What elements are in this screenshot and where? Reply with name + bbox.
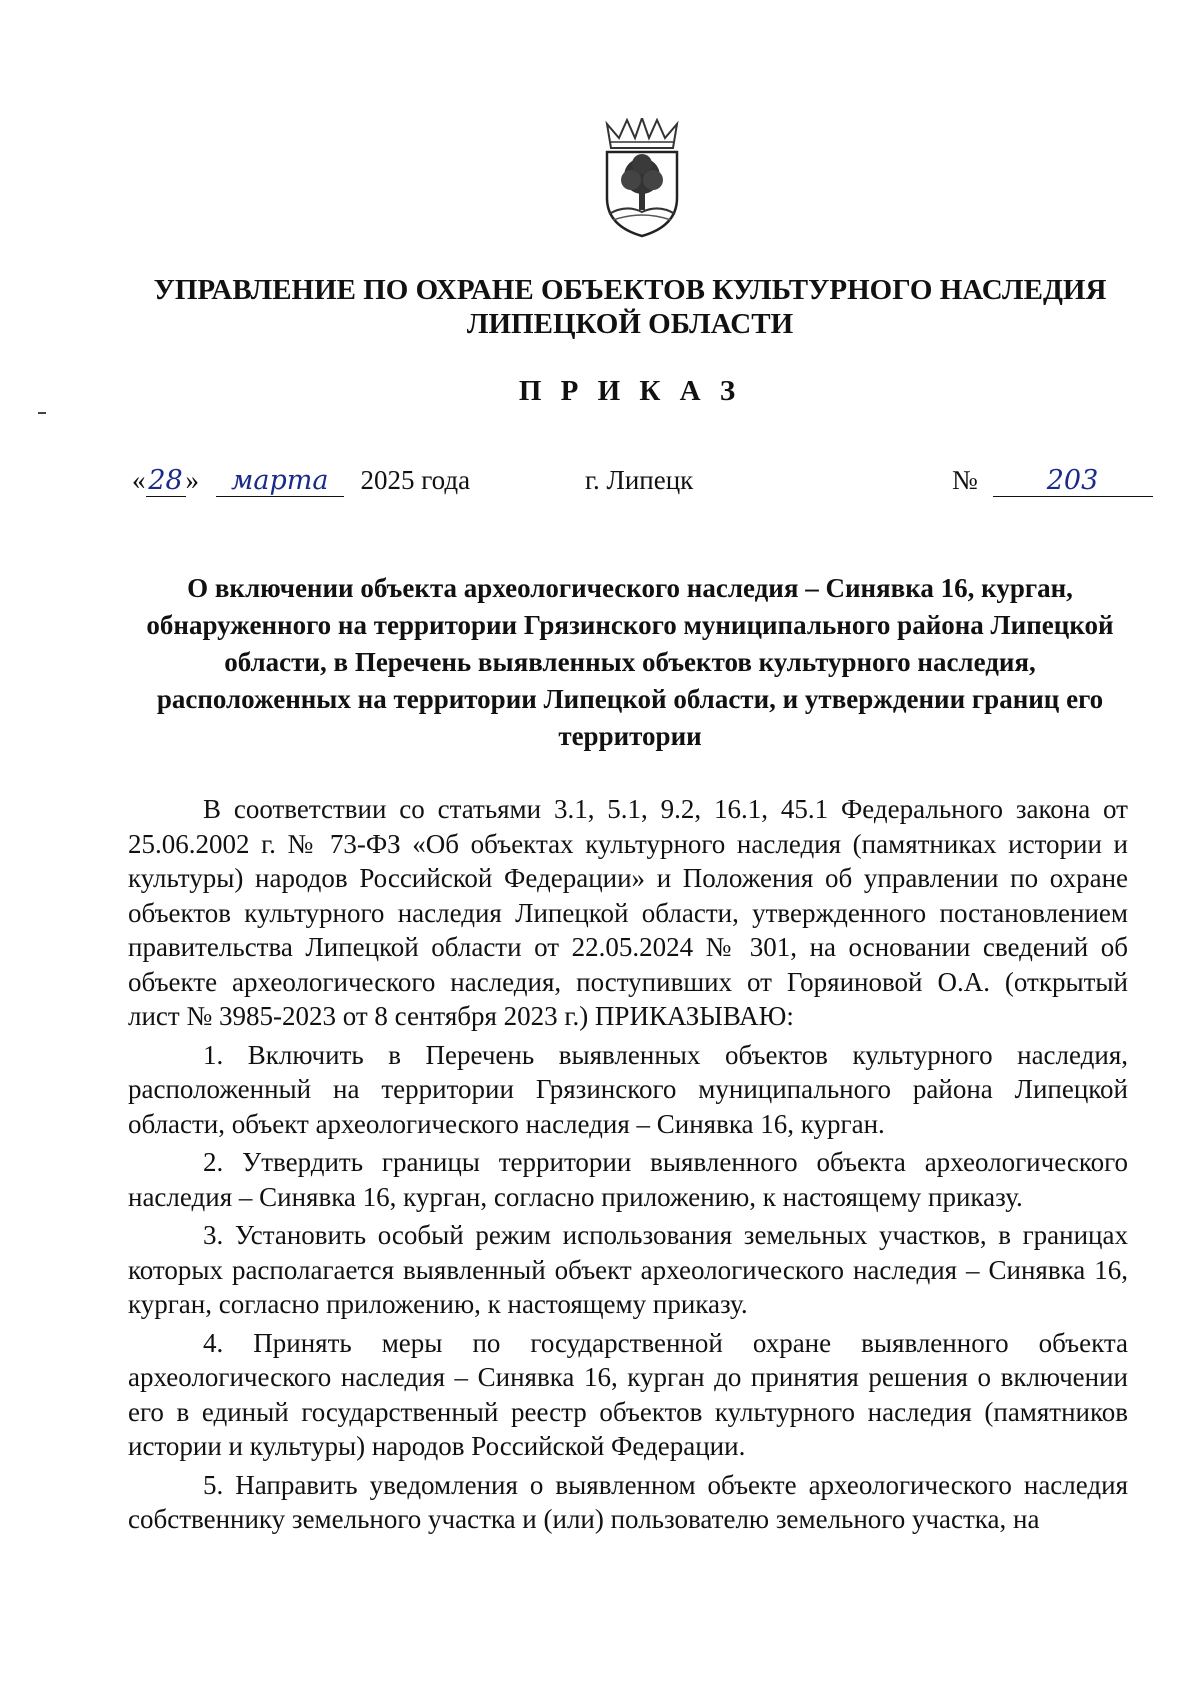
date-day: 28 [146, 465, 186, 497]
order-body [128, 792, 1128, 1537]
order-number: 203 [993, 465, 1153, 497]
order-item-1: 1. Включить в Перечень выявленных объектов культурного наследия, расположенный на территории Грязинского муниципального района Липецкой области, объект археологического наследия – Синявка 16, курган. [128, 1039, 1128, 1139]
order-item-4: 4. Принять меры по государственной охране выявленного объекта археологического наследия – Синявка 16, курган до принятия решения о включении его в единый государственный реестр объектов культурного наследия (памятников истории и культуры) народов Российской Федерации. [128, 1327, 1128, 1461]
date-month: марта [216, 465, 344, 497]
order-item-2: 2. Утвердить границы территории выявленного объекта археологического наследия – Синявка 16, курган, согласно приложению, к настоящему приказу. [128, 1147, 1128, 1212]
order-item-5: 5. Направить уведомления о выявленном объекте археологического наследия собственнику земельного участка и (или) пользователю земельного участка, на [128, 1469, 1128, 1534]
order-subject: О включении объекта археологического наследия – Синявка 16, курган, обнаруженного на территории Грязинского муниципального района Липецкой области, в Перечень выявленных объектов культурного наследия, расположенных на территории Липецкой области, и утверждении границ его территории [146, 573, 1114, 751]
order-item-3: 3. Установить особый режим использования земельных участков, в границах которых располагается выявленный объект археологического наследия – Синявка 16, курган, согласно приложению, к настоящему приказу. [128, 1220, 1128, 1319]
date-year: 2025 года [360, 465, 471, 495]
margin-mark [38, 412, 46, 414]
order-number-label: № [952, 465, 978, 495]
organization-name-line1: УПРАВЛЕНИЕ ПО ОХРАНЕ ОБЪЕКТОВ КУЛЬТУРНОГО НАСЛЕДИЯ [153, 274, 1107, 306]
document-type: П Р И К А З [518, 375, 742, 407]
preamble-paragraph: В соответствии со статьями 3.1, 5.1, 9.2, 16.1, 45.1 Федерального закона от 25.06.2002 г. № 73-ФЗ «Об объектах культурного наследия (памятниках истории и культуры) народов Российской Федерации» и Положения об управлении по охране объектов культурного наследия Липецкой области, утвержденного постановлением правительства Липецкой области от 22.05.2024 № 301, на основании сведений об объекте археологического наследия, поступивших от Горяиновой О.А. (открытый лист № 3985-2023 от 8 сентября 2023 г.) ПРИКАЗЫВАЮ: [128, 794, 1128, 1031]
organization-name-line2: ЛИПЕЦКОЙ ОБЛАСТИ [466, 308, 794, 340]
coat-of-arms-icon [601, 118, 683, 238]
order-number-block [952, 465, 1153, 505]
city: г. Липецк [585, 465, 694, 495]
date-open-quote: « [132, 465, 146, 495]
date-close-quote: » [185, 465, 199, 495]
organization-name [140, 273, 1120, 341]
